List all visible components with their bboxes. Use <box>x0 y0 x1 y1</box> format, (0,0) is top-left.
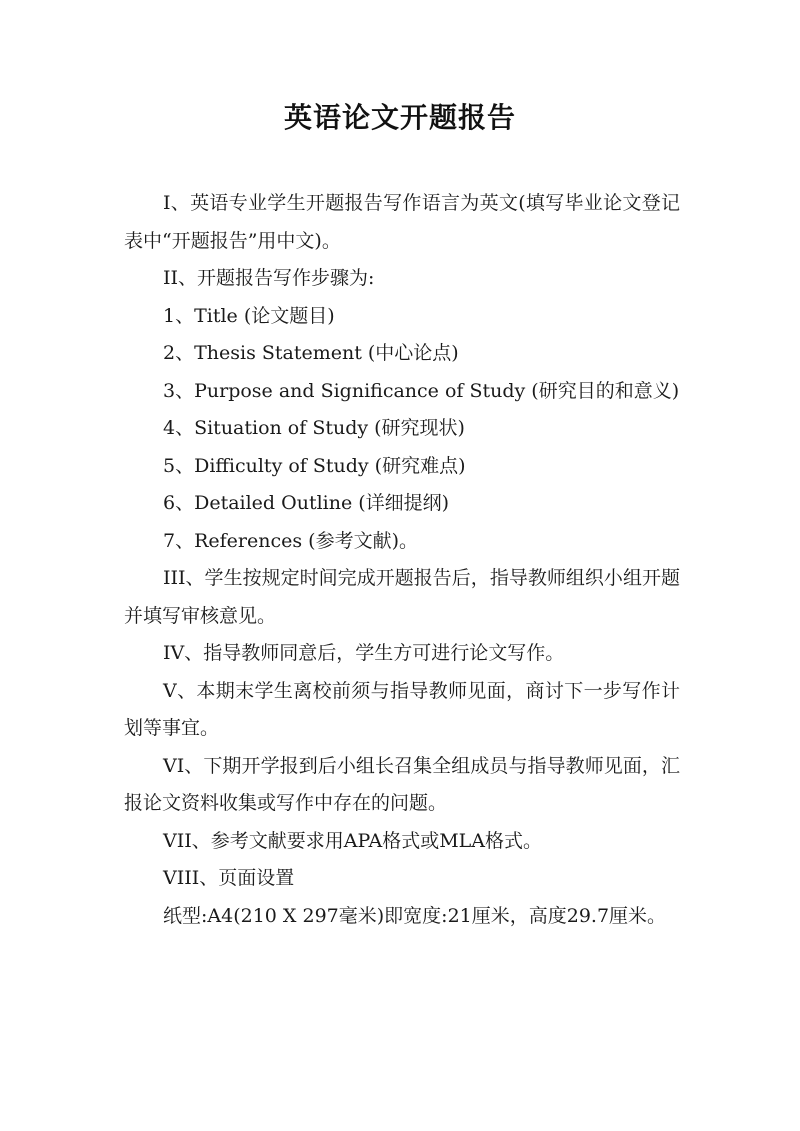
paragraph-section-2: II、开题报告写作步骤为: <box>163 267 375 289</box>
paragraph-section-4: IV、指导教师同意后，学生方可进行论文写作。 <box>163 642 565 664</box>
paragraph-section-6: VI、下期开学报到后小组长召集全组成员与指导教师见面，汇报论文资料收集或写作中存在的问题。 <box>124 754 680 814</box>
paragraph-section-3: III、学生按规定时间完成开题报告后，指导教师组织小组开题并填写审核意见。 <box>124 567 680 627</box>
paragraph-section-8: VIII、页面设置 <box>163 867 295 889</box>
paragraph-step-outline: 6、Detailed Outline (详细提纲) <box>163 492 450 514</box>
paragraph-step-difficulty: 5、Difficulty of Study (研究难点) <box>163 454 466 477</box>
paragraph-section-1: I、英语专业学生开题报告写作语言为英文(填写毕业论文登记表中“开题报告”用中文)。 <box>124 192 680 252</box>
document-body <box>124 185 680 935</box>
paragraph-section-5: V、本期末学生离校前须与指导教师见面，商讨下一步写作计划等事宜。 <box>124 679 680 739</box>
paragraph-step-purpose: 3、Purpose and Significance of Study (研究目的和意义) <box>163 379 680 402</box>
paragraph-step-references: 7、References (参考文献)。 <box>163 529 418 552</box>
paragraph-step-title: 1、Title (论文题目) <box>163 304 335 327</box>
paragraph-section-7: VII、参考文献要求用APA格式或MLA格式。 <box>163 829 543 852</box>
paragraph-paper-size: 纸型:A4(210 X 297毫米)即宽度:21厘米，高度29.7厘米。 <box>163 904 667 927</box>
paragraph-step-situation: 4、Situation of Study (研究现状) <box>163 417 465 439</box>
paragraph-step-thesis: 2、Thesis Statement (中心论点) <box>163 342 459 364</box>
document-title: 英语论文开题报告 <box>283 101 516 134</box>
